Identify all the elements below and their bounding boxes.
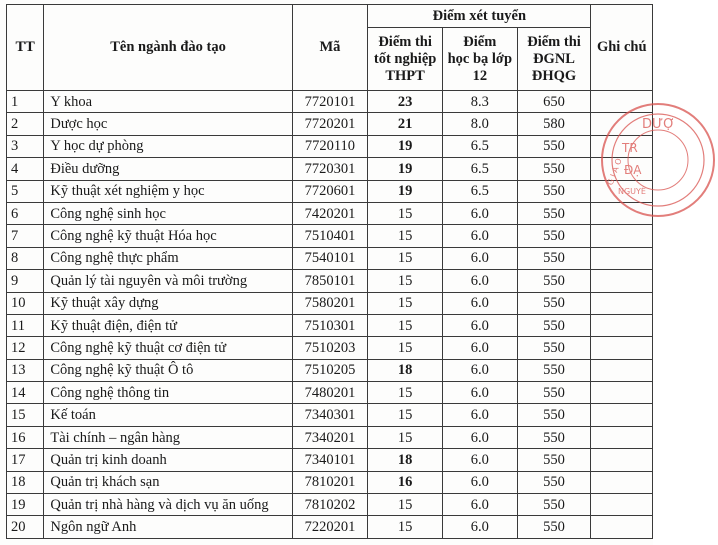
note-cell (591, 292, 653, 314)
row-index: 11 (7, 314, 44, 336)
program-code: 7720201 (292, 113, 367, 135)
header-thpt-line: THPT (385, 67, 425, 84)
header-dgnl (517, 28, 591, 91)
table-row (7, 225, 653, 247)
row-index: 3 (7, 135, 44, 157)
row-index: 16 (7, 426, 44, 448)
row-index: 2 (7, 113, 44, 135)
note-cell (591, 471, 653, 493)
program-code: 7340201 (292, 426, 367, 448)
program-name: Y khoa (44, 91, 292, 113)
program-name: Ngôn ngữ Anh (44, 516, 292, 538)
table-row (7, 359, 653, 381)
program-code: 7510203 (292, 337, 367, 359)
program-name: Tài chính – ngân hàng (44, 426, 292, 448)
score-dgnl: 550 (517, 158, 591, 180)
program-code: 7720110 (292, 135, 367, 157)
note-cell (591, 270, 653, 292)
score-thpt: 15 (368, 225, 443, 247)
score-dgnl: 550 (517, 426, 591, 448)
row-index: 19 (7, 494, 44, 516)
score-hocba: 6.0 (443, 404, 517, 426)
score-dgnl: 550 (517, 516, 591, 538)
header-tt: TT (7, 5, 44, 91)
note-cell (591, 202, 653, 224)
program-name: Kế toán (44, 404, 292, 426)
score-hocba: 6.0 (443, 247, 517, 269)
table-row (7, 91, 653, 113)
score-dgnl: 550 (517, 404, 591, 426)
score-hocba: 6.0 (443, 314, 517, 336)
header-score-group: Điểm xét tuyển (368, 5, 591, 28)
score-dgnl: 550 (517, 494, 591, 516)
score-hocba: 6.0 (443, 449, 517, 471)
table-row (7, 494, 653, 516)
table-row (7, 247, 653, 269)
score-dgnl: 550 (517, 471, 591, 493)
note-cell (591, 91, 653, 113)
score-dgnl: 650 (517, 91, 591, 113)
stamp-text: ĐẠ (624, 163, 642, 177)
row-index: 13 (7, 359, 44, 381)
program-code: 7810202 (292, 494, 367, 516)
score-thpt: 18 (368, 449, 443, 471)
stamp-text: TR (622, 141, 638, 155)
row-index: 4 (7, 158, 44, 180)
header-hocba-line: Điểm (463, 33, 497, 50)
header-thpt (368, 28, 443, 91)
score-thpt: 21 (368, 113, 443, 135)
note-cell (591, 113, 653, 135)
header-thpt-line: Điểm thi (378, 33, 432, 50)
note-cell (591, 225, 653, 247)
score-hocba: 6.0 (443, 337, 517, 359)
note-cell (591, 494, 653, 516)
table-row (7, 180, 653, 202)
score-hocba: 6.0 (443, 292, 517, 314)
program-code: 7340101 (292, 449, 367, 471)
note-cell (591, 247, 653, 269)
table-row (7, 158, 653, 180)
note-cell (591, 135, 653, 157)
program-name: Công nghệ kỹ thuật cơ điện tử (44, 337, 292, 359)
score-hocba: 6.0 (443, 516, 517, 538)
program-name: Quản trị kinh doanh (44, 449, 292, 471)
table-row (7, 382, 653, 404)
score-thpt: 15 (368, 314, 443, 336)
score-hocba: 8.0 (443, 113, 517, 135)
score-hocba: 6.0 (443, 382, 517, 404)
score-thpt: 15 (368, 426, 443, 448)
score-dgnl: 550 (517, 135, 591, 157)
row-index: 12 (7, 337, 44, 359)
score-thpt: 18 (368, 359, 443, 381)
score-dgnl: 580 (517, 113, 591, 135)
program-name: Kỹ thuật xét nghiệm y học (44, 180, 292, 202)
score-thpt: 19 (368, 180, 443, 202)
table-row (7, 314, 653, 336)
note-cell (591, 337, 653, 359)
row-index: 8 (7, 247, 44, 269)
row-index: 20 (7, 516, 44, 538)
row-index: 1 (7, 91, 44, 113)
row-index: 14 (7, 382, 44, 404)
program-code: 7720601 (292, 180, 367, 202)
program-code: 7220201 (292, 516, 367, 538)
program-name: Y học dự phòng (44, 135, 292, 157)
program-code: 7510301 (292, 314, 367, 336)
score-dgnl: 550 (517, 314, 591, 336)
score-thpt: 15 (368, 202, 443, 224)
program-name: Quản trị khách sạn (44, 471, 292, 493)
note-cell (591, 359, 653, 381)
score-thpt: 19 (368, 135, 443, 157)
score-dgnl: 550 (517, 449, 591, 471)
header-dgnl-line: ĐHQG (531, 67, 577, 84)
score-thpt: 23 (368, 91, 443, 113)
header-hocba-line: học bạ lớp (447, 50, 513, 67)
header-program-name: Tên ngành đào tạo (44, 5, 292, 91)
score-thpt: 15 (368, 247, 443, 269)
program-code: 7810201 (292, 471, 367, 493)
score-thpt: 15 (368, 337, 443, 359)
note-cell (591, 314, 653, 336)
header-hocba (443, 28, 517, 91)
table-row (7, 404, 653, 426)
admission-score-table (6, 4, 653, 539)
score-dgnl: 550 (517, 382, 591, 404)
score-thpt: 15 (368, 494, 443, 516)
score-dgnl: 550 (517, 270, 591, 292)
row-index: 7 (7, 225, 44, 247)
score-thpt: 15 (368, 270, 443, 292)
score-hocba: 6.5 (443, 135, 517, 157)
note-cell (591, 449, 653, 471)
row-index: 10 (7, 292, 44, 314)
program-code: 7720301 (292, 158, 367, 180)
table-row (7, 449, 653, 471)
score-dgnl: 550 (517, 292, 591, 314)
table-row (7, 270, 653, 292)
program-code: 7580201 (292, 292, 367, 314)
score-hocba: 6.0 (443, 270, 517, 292)
table-row (7, 135, 653, 157)
row-index: 6 (7, 202, 44, 224)
header-dgnl-line: Điểm thi (527, 33, 581, 50)
program-name: Công nghệ thực phẩm (44, 247, 292, 269)
score-hocba: 6.5 (443, 180, 517, 202)
table-row (7, 113, 653, 135)
score-thpt: 15 (368, 516, 443, 538)
program-code: 7420201 (292, 202, 367, 224)
score-hocba: 6.0 (443, 426, 517, 448)
header-dgnl-line: ĐGNL (533, 50, 575, 67)
stamp-text: DƯỢ (642, 117, 676, 132)
score-thpt: 16 (368, 471, 443, 493)
note-cell (591, 426, 653, 448)
stamp-text: G I A O (605, 157, 624, 187)
score-hocba: 6.0 (443, 471, 517, 493)
program-code: 7510205 (292, 359, 367, 381)
program-code: 7510401 (292, 225, 367, 247)
program-name: Kỹ thuật điện, điện tử (44, 314, 292, 336)
program-code: 7480201 (292, 382, 367, 404)
program-name: Công nghệ thông tin (44, 382, 292, 404)
program-name: Công nghệ kỹ thuật Hóa học (44, 225, 292, 247)
score-dgnl: 550 (517, 180, 591, 202)
score-hocba: 6.0 (443, 225, 517, 247)
table-row (7, 292, 653, 314)
header-code: Mã (292, 5, 367, 91)
row-index: 17 (7, 449, 44, 471)
score-hocba: 6.0 (443, 494, 517, 516)
program-name: Điều dưỡng (44, 158, 292, 180)
note-cell (591, 404, 653, 426)
score-dgnl: 550 (517, 225, 591, 247)
score-hocba: 6.0 (443, 359, 517, 381)
note-cell (591, 180, 653, 202)
header-hocba-line: 12 (472, 67, 488, 84)
note-cell (591, 158, 653, 180)
score-dgnl: 550 (517, 202, 591, 224)
table-row (7, 202, 653, 224)
score-thpt: 19 (368, 158, 443, 180)
table-row (7, 471, 653, 493)
stamp-text: NGUYÊ (618, 187, 646, 196)
program-name: Dược học (44, 113, 292, 135)
program-name: Công nghệ kỹ thuật Ô tô (44, 359, 292, 381)
table-row (7, 337, 653, 359)
note-cell (591, 382, 653, 404)
score-hocba: 8.3 (443, 91, 517, 113)
row-index: 5 (7, 180, 44, 202)
table-row (7, 516, 653, 538)
row-index: 9 (7, 270, 44, 292)
note-cell (591, 516, 653, 538)
score-thpt: 15 (368, 292, 443, 314)
score-dgnl: 550 (517, 337, 591, 359)
score-hocba: 6.0 (443, 202, 517, 224)
program-code: 7340301 (292, 404, 367, 426)
program-name: Quản lý tài nguyên và môi trường (44, 270, 292, 292)
score-thpt: 15 (368, 382, 443, 404)
program-code: 7720101 (292, 91, 367, 113)
table-body (7, 91, 653, 539)
program-code: 7850101 (292, 270, 367, 292)
program-name: Công nghệ sinh học (44, 202, 292, 224)
program-name: Quản trị nhà hàng và dịch vụ ăn uống (44, 494, 292, 516)
score-dgnl: 550 (517, 247, 591, 269)
program-name: Kỹ thuật xây dựng (44, 292, 292, 314)
row-index: 15 (7, 404, 44, 426)
score-thpt: 15 (368, 404, 443, 426)
score-dgnl: 550 (517, 359, 591, 381)
header-note: Ghi chú (591, 5, 653, 91)
header-thpt-line: tốt nghiệp (373, 50, 437, 67)
program-code: 7540101 (292, 247, 367, 269)
row-index: 18 (7, 471, 44, 493)
score-hocba: 6.5 (443, 158, 517, 180)
table-row (7, 426, 653, 448)
